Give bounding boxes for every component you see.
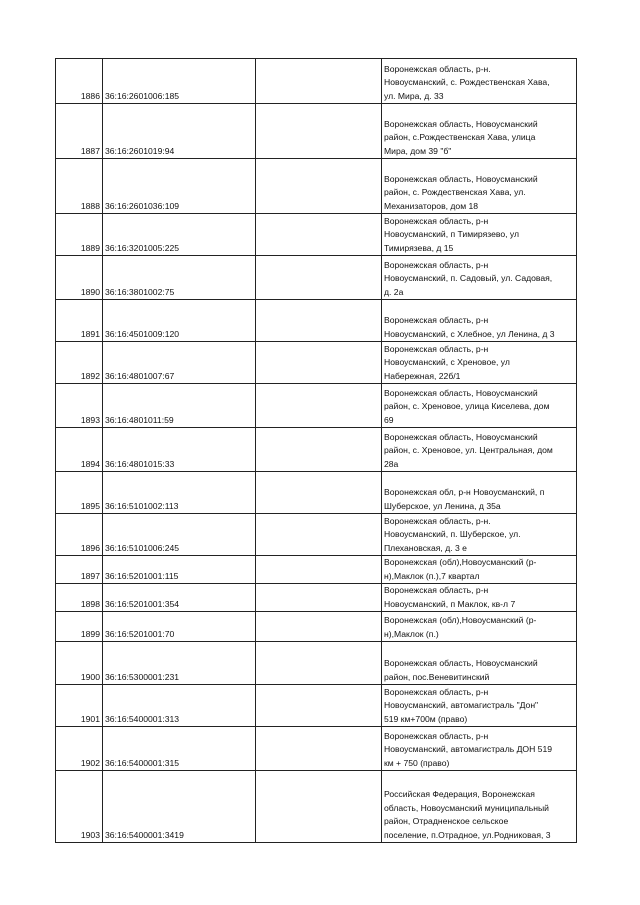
address-line: Воронежская область, Новоусманский: [384, 658, 538, 668]
address-line: Воронежская область, р-н.: [384, 63, 491, 74]
address-cell: [382, 384, 577, 428]
address-line: Российская Федерация, Воронежская: [384, 789, 535, 799]
table-row: [56, 256, 577, 300]
table-row: [56, 104, 577, 159]
address-line: Мира, дом 39 "б": [384, 145, 452, 156]
cadastral-number: 36:16:5201001:70: [103, 612, 256, 642]
address-line: Воронежская область, р-н: [384, 585, 489, 595]
cadastral-number: 36:16:4801015:33: [103, 428, 256, 472]
address-cell: [382, 342, 577, 384]
empty-cell: [256, 514, 382, 556]
address-line: область, Новоусманский муниципальный: [384, 802, 549, 813]
table-row: [56, 584, 577, 612]
row-number: 1893: [56, 384, 103, 428]
table-row: [56, 685, 577, 727]
empty-cell: [256, 428, 382, 472]
cadastral-number: 36:16:2601019:94: [103, 104, 256, 159]
address-line: д. 2а: [384, 286, 404, 297]
address-line: ул. Мира, д. 33: [384, 90, 444, 101]
address-line: Новоусманский, с Хлебное, ул Ленина, д 3: [384, 328, 555, 339]
empty-cell: [256, 59, 382, 104]
address-cell: [382, 59, 577, 104]
empty-cell: [256, 214, 382, 256]
cadastral-number: 36:16:5201001:115: [103, 556, 256, 584]
cadastral-number: 36:16:3801002:75: [103, 256, 256, 300]
table-row: [56, 384, 577, 428]
address-line: Воронежская область, Новоусманский: [384, 431, 538, 442]
table-row: [56, 159, 577, 214]
cadastral-number: 36:16:5300001:231: [103, 642, 256, 685]
address-cell: [382, 612, 577, 642]
address-line: Новоусманский, автомагистраль ДОН 519: [384, 744, 553, 754]
address-line: район, с.Рождественская Хава, улица: [384, 132, 536, 142]
empty-cell: [256, 685, 382, 727]
address-line: Шуберское, ул Ленина, д 35а: [384, 500, 501, 511]
address-line: 69: [384, 414, 394, 425]
table-row: [56, 59, 577, 104]
address-cell: [382, 428, 577, 472]
address-line: 28а: [384, 458, 399, 469]
address-line: 519 км+700м (право): [384, 713, 468, 724]
table-row: [56, 514, 577, 556]
address-line: район, с. Рождественская Хава, ул.: [384, 187, 526, 197]
address-line: Новоусманский, автомагистраль "Дон": [384, 700, 539, 710]
empty-cell: [256, 104, 382, 159]
row-number: 1899: [56, 612, 103, 642]
empty-cell: [256, 556, 382, 584]
cadastral-number: 36:16:4501009:120: [103, 300, 256, 342]
address-line: Воронежская область, р-н: [384, 215, 489, 226]
row-number: 1896: [56, 514, 103, 556]
row-number: 1889: [56, 214, 103, 256]
address-cell: [382, 300, 577, 342]
cadastral-number: 36:16:3201005:225: [103, 214, 256, 256]
cadastral-number: 36:16:5400001:313: [103, 685, 256, 727]
row-number: 1903: [56, 771, 103, 843]
address-cell: [382, 685, 577, 727]
address-cell: [382, 584, 577, 612]
table-row: [56, 727, 577, 771]
address-cell: [382, 727, 577, 771]
table-row: [56, 342, 577, 384]
cadastral-number: 36:16:2601036:109: [103, 159, 256, 214]
address-line: Воронежская область, Новоусманский: [384, 118, 538, 129]
cadastral-number: 36:16:5201001:354: [103, 584, 256, 612]
empty-cell: [256, 342, 382, 384]
address-cell: [382, 514, 577, 556]
address-line: н),Маклок (п.): [384, 628, 439, 639]
address-line: Воронежская область, р-н: [384, 686, 489, 697]
address-line: км + 750 (право): [384, 757, 450, 768]
cadastral-number: 36:16:2601006:185: [103, 59, 256, 104]
row-number: 1886: [56, 59, 103, 104]
row-number: 1888: [56, 159, 103, 214]
address-line: поселение, п.Отрадное, ул.Родниковая, 3: [384, 829, 551, 840]
empty-cell: [256, 159, 382, 214]
table-row: [56, 642, 577, 685]
address-line: Набережная, 22б/1: [384, 370, 461, 381]
address-cell: [382, 472, 577, 514]
address-cell: [382, 256, 577, 300]
table-row: [56, 472, 577, 514]
row-number: 1890: [56, 256, 103, 300]
address-line: Воронежская (обл),Новоусманский (р-: [384, 557, 537, 567]
cadastral-number: 36:16:4801007:67: [103, 342, 256, 384]
address-line: Воронежская обл, р-н Новоусманский, п: [384, 487, 545, 497]
address-cell: [382, 159, 577, 214]
address-line: н),Маклок (п.),7 квартал: [384, 570, 480, 581]
empty-cell: [256, 584, 382, 612]
row-number: 1895: [56, 472, 103, 514]
table-body: [56, 59, 577, 843]
address-line: Воронежская область, р-н: [384, 315, 489, 325]
empty-cell: [256, 612, 382, 642]
address-line: Воронежская область, р-н: [384, 259, 489, 270]
cadastral-number: 36:16:5400001:315: [103, 727, 256, 771]
address-line: Плехановская, д. 3 е: [384, 542, 467, 553]
row-number: 1887: [56, 104, 103, 159]
cadastral-table: [55, 58, 577, 843]
address-cell: [382, 771, 577, 843]
empty-cell: [256, 256, 382, 300]
empty-cell: [256, 384, 382, 428]
table-row: [56, 428, 577, 472]
address-cell: [382, 104, 577, 159]
address-cell: [382, 556, 577, 584]
empty-cell: [256, 472, 382, 514]
address-line: район, с. Хреновое, улица Киселева, дом: [384, 401, 550, 411]
address-cell: [382, 214, 577, 256]
address-cell: [382, 642, 577, 685]
row-number: 1900: [56, 642, 103, 685]
table-row: [56, 300, 577, 342]
row-number: 1902: [56, 727, 103, 771]
empty-cell: [256, 642, 382, 685]
address-line: Механизаторов, дом 18: [384, 200, 479, 211]
address-line: Воронежская (обл),Новоусманский (р-: [384, 615, 537, 625]
address-line: район, с. Хреновое, ул. Центральная, дом: [384, 445, 553, 455]
cadastral-number: 36:16:5101002:113: [103, 472, 256, 514]
address-line: Воронежская область, Новоусманский: [384, 173, 538, 184]
table-row: [56, 771, 577, 843]
row-number: 1898: [56, 584, 103, 612]
address-line: район, Отрадненское сельское: [384, 816, 509, 826]
row-number: 1901: [56, 685, 103, 727]
cadastral-number: 36:16:5400001:3419: [103, 771, 256, 843]
empty-cell: [256, 771, 382, 843]
row-number: 1897: [56, 556, 103, 584]
address-line: район, пос.Веневитинский: [384, 671, 490, 682]
address-line: Новоусманский, с. Рождественская Хава,: [384, 77, 550, 87]
row-number: 1891: [56, 300, 103, 342]
cadastral-number: 36:16:4801011:59: [103, 384, 256, 428]
empty-cell: [256, 300, 382, 342]
cadastral-number: 36:16:5101006:245: [103, 514, 256, 556]
row-number: 1892: [56, 342, 103, 384]
address-line: Тимирязева, д 15: [384, 242, 454, 253]
empty-cell: [256, 727, 382, 771]
table-row: [56, 214, 577, 256]
address-line: Воронежская область, р-н: [384, 730, 489, 741]
table-row: [56, 612, 577, 642]
address-line: Новоусманский, п Тимирязево, ул: [384, 229, 520, 239]
address-line: Новоусманский, п. Садовый, ул. Садовая,: [384, 273, 553, 283]
address-line: Новоусманский, п Маклок, кв-л 7: [384, 598, 516, 609]
address-line: Воронежская область, р-н: [384, 343, 489, 354]
address-line: Воронежская область, р-н.: [384, 515, 491, 526]
table-row: [56, 556, 577, 584]
address-line: Воронежская область, Новоусманский: [384, 387, 538, 398]
address-line: Новоусманский, п. Шуберское, ул.: [384, 529, 521, 539]
address-line: Новоусманский, с Хреновое, ул: [384, 357, 510, 367]
row-number: 1894: [56, 428, 103, 472]
